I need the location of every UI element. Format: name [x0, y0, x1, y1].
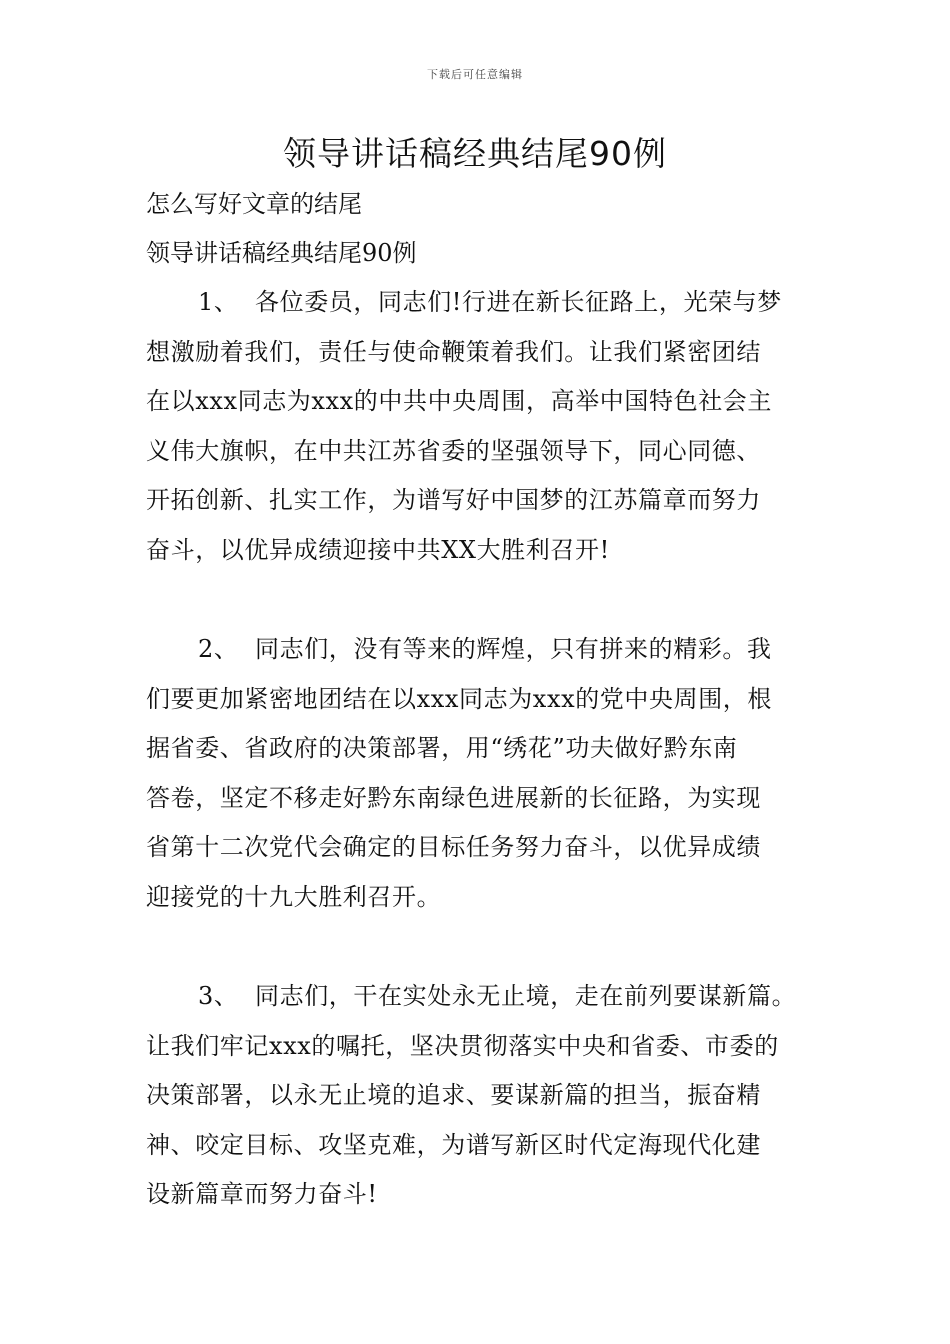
paragraph-number: 2、: [198, 635, 239, 663]
paragraph-line: 奋斗，以优异成绩迎接中共XX大胜利召开!: [146, 535, 610, 564]
paragraph-line: [146, 972, 836, 1022]
paragraph-line: 省第十二次党代会确定的目标任务努力奋斗，以优异成绩: [146, 833, 761, 861]
document-body: [146, 180, 836, 1220]
paragraph-line: 在以xxx同志为xxx的中共中央周围，高举中国特色社会主: [146, 387, 773, 415]
paragraph-line: 据省委、省政府的决策部署，用“绣花”功夫做好黔东南: [146, 734, 738, 762]
paragraph-line: [146, 625, 836, 675]
paragraph-text: 各位委员，同志们!行进在新长征路上，光荣与梦: [255, 288, 782, 316]
subtitle-how-to-write: 怎么写好文章的结尾: [146, 190, 362, 218]
paragraph-line: 神、咬定目标、攻坚克难，为谱写新区时代定海现代化建: [146, 1130, 761, 1159]
paragraph-text: 同志们，没有等来的辉煌，只有拼来的精彩。我: [255, 635, 772, 663]
paragraph-line: 义伟大旗帜，在中共江苏省委的坚强领导下，同心同德、: [146, 436, 761, 465]
paragraph-line: 迎接党的十九大胜利召开。: [146, 882, 442, 911]
paragraph-line: 想激励着我们，责任与使命鞭策着我们。让我们紧密团结: [146, 337, 761, 366]
paragraph-1: [146, 278, 836, 575]
paragraph-number: 1、: [198, 288, 239, 316]
header-note: 下载后可任意编辑: [427, 68, 523, 81]
paragraph-line: 决策部署，以永无止境的追求、要谋新篇的担当，振奋精: [146, 1081, 761, 1109]
paragraph-line: 让我们牢记xxx的嘱托，坚决贯彻落实中央和省委、市委的: [146, 1031, 779, 1060]
paragraph-line: 答卷，坚定不移走好黔东南绿色进展新的长征路，为实现: [146, 783, 761, 812]
paragraph-3: [146, 972, 836, 1220]
paragraph-line: [146, 278, 836, 328]
paragraph-line: 开拓创新、扎实工作，为谱写好中国梦的江苏篇章而努力: [146, 486, 761, 514]
paragraph-line: 设新篇章而努力奋斗!: [146, 1180, 378, 1208]
subtitle-collection: 领导讲话稿经典结尾90例: [146, 239, 417, 267]
document-title: 领导讲话稿经典结尾90例: [283, 134, 667, 173]
paragraph-2: [146, 625, 836, 922]
paragraph-spacer: [146, 922, 836, 972]
paragraph-text: 同志们，干在实处永无止境，走在前列要谋新篇。: [255, 982, 797, 1010]
paragraph-spacer: [146, 575, 836, 625]
paragraph-number: 3、: [198, 982, 239, 1010]
paragraph-line: 们要更加紧密地团结在以xxx同志为xxx的党中央周围，根: [146, 684, 773, 713]
